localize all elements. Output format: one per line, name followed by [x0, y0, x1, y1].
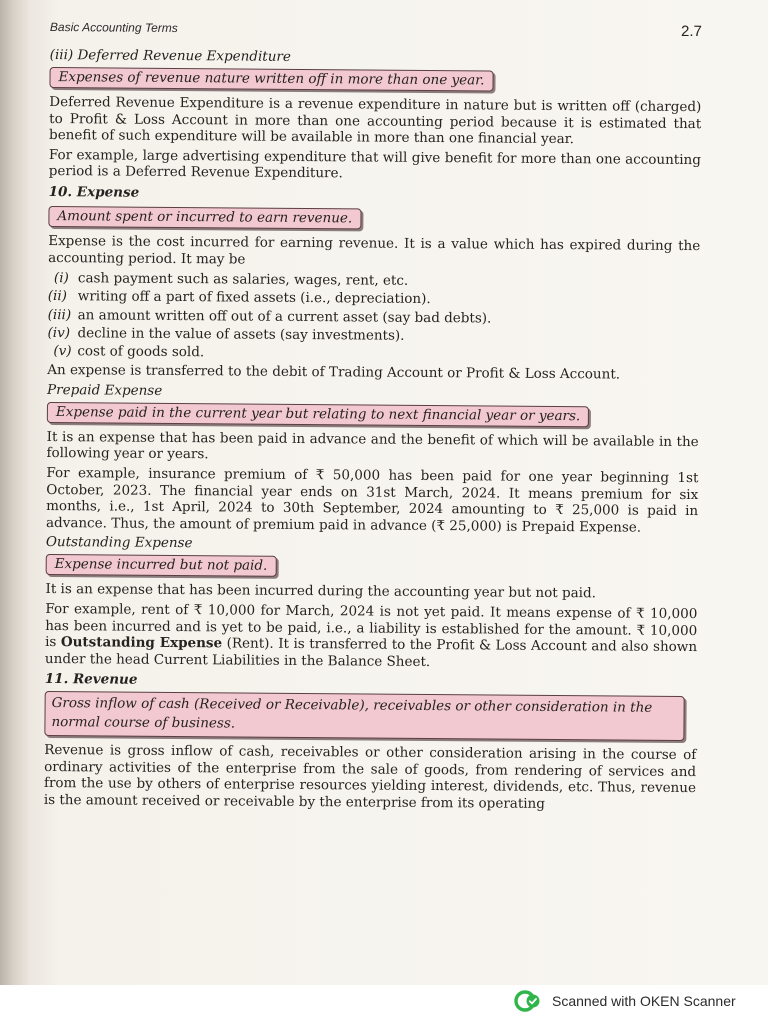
deferred-revenue-paragraph-1: Deferred Revenue Expenditure is a revenue expenditure in nature but is written off (charged) to Profit & Loss Account in more than one accounting period because it is estimated that benefit of such expenditure will be available in more than one financial year.: [49, 93, 702, 148]
oken-scanner-logo-icon: [514, 990, 542, 1012]
deferred-revenue-heading: (iii) Deferred Revenue Expenditure: [49, 46, 291, 65]
scanner-text: Scanned with OKEN Scanner: [552, 993, 736, 1009]
outstanding-expense-heading: Outstanding Expense: [45, 534, 193, 552]
outstanding-text-part-1: For example, rent of ₹ 10,000 for March, 2024 is not yet paid. It means expense of ₹ 10,000 has been incurred and is yet to be paid, i.e., a liability is established for the amount. ₹ 10,000 is: [45, 600, 698, 651]
page-content: [44, 18, 702, 817]
page-number: 2.7: [680, 22, 702, 41]
list-item-text: cost of goods sold.: [77, 343, 205, 361]
list-item-number: (i): [53, 270, 69, 287]
page-header: [50, 18, 702, 40]
outstanding-expense-paragraph-1: It is an expense that has been incurred during the accounting year but not paid.: [45, 581, 597, 602]
expense-heading: 10. Expense: [48, 183, 140, 201]
prepaid-expense-paragraph-2: For example, insurance premium of ₹ 50,000 has been paid for one year beginning 1st October, 2023. The financial year ends on 31st March, 2024. It means premium for six months, i.e., 1st April, 2024 to 30th September, 2024 amounting to ₹ 25,000 is paid in advance. Thus, the amount of premium paid in advance (₹ 25,000) is Prepaid Expense.: [45, 464, 699, 536]
outstanding-text-part-2: (Rent). It is transferred to the Profit & Loss Account and also shown under the head Current Liabilities in the Balance Sheet.: [44, 635, 698, 670]
list-item-text: an amount written off out of a current asset (say bad debts).: [77, 306, 492, 327]
deferred-revenue-definition-box: Expenses of revenue nature written off in more than one year.: [49, 67, 493, 91]
revenue-heading: 11. Revenue: [44, 671, 138, 689]
scanner-watermark: [514, 990, 736, 1012]
expense-paragraph-2: An expense is transferred to the debit of Trading Account or Profit & Loss Account.: [47, 362, 621, 383]
expense-definition-box: Amount spent or incurred to earn revenue.: [48, 206, 361, 229]
revenue-paragraph-1: Revenue is gross inflow of cash, receivables or other consideration arising in the course of ordinary activities of the enterprise from the sale of goods, from rendering of services and from the use by others of enterprise resources yielding interest, dividends, etc. Thus, revenue is the amount received or receivable by the enterprise from its operating: [43, 742, 697, 812]
revenue-definition-box: Gross inflow of cash (Received or Receivable), receivables or other consideration in the normal course of business.: [44, 691, 684, 741]
prepaid-expense-definition-box: Expense paid in the current year but relating to next financial year or years.: [47, 402, 589, 427]
running-title: Basic Accounting Terms: [49, 19, 178, 36]
list-item-text: decline in the value of assets (say investments).: [77, 324, 405, 344]
expense-paragraph-1: Expense is the cost incurred for earning revenue. It is a value which has expired during the accounting period. It may be: [48, 232, 701, 268]
list-item-text: cash payment such as salaries, wages, rent, etc.: [77, 270, 409, 289]
deferred-revenue-paragraph-2: For example, large advertising expenditure that will give benefit for more than one accounting period is a Deferred Revenue Expenditure.: [48, 146, 701, 182]
prepaid-expense-paragraph-1: It is an expense that has been paid in advance and the benefit of which will be available in the following year or years.: [46, 428, 699, 463]
outstanding-expense-bold-term: Outstanding Expense: [60, 634, 223, 652]
outstanding-expense-definition-box: Expense incurred but not paid.: [46, 554, 277, 577]
list-item-text: writing off a part of fixed assets (i.e., depreciation).: [77, 288, 431, 308]
list-item: [47, 342, 699, 365]
expense-items-list: [47, 269, 700, 365]
list-item-number: (iii): [47, 306, 72, 323]
outstanding-expense-paragraph-2: [45, 601, 698, 672]
list-item-number: (iv): [47, 324, 71, 341]
list-item-number: (v): [53, 343, 72, 360]
list-item-number: (ii): [47, 288, 68, 305]
prepaid-expense-heading: Prepaid Expense: [47, 381, 163, 399]
